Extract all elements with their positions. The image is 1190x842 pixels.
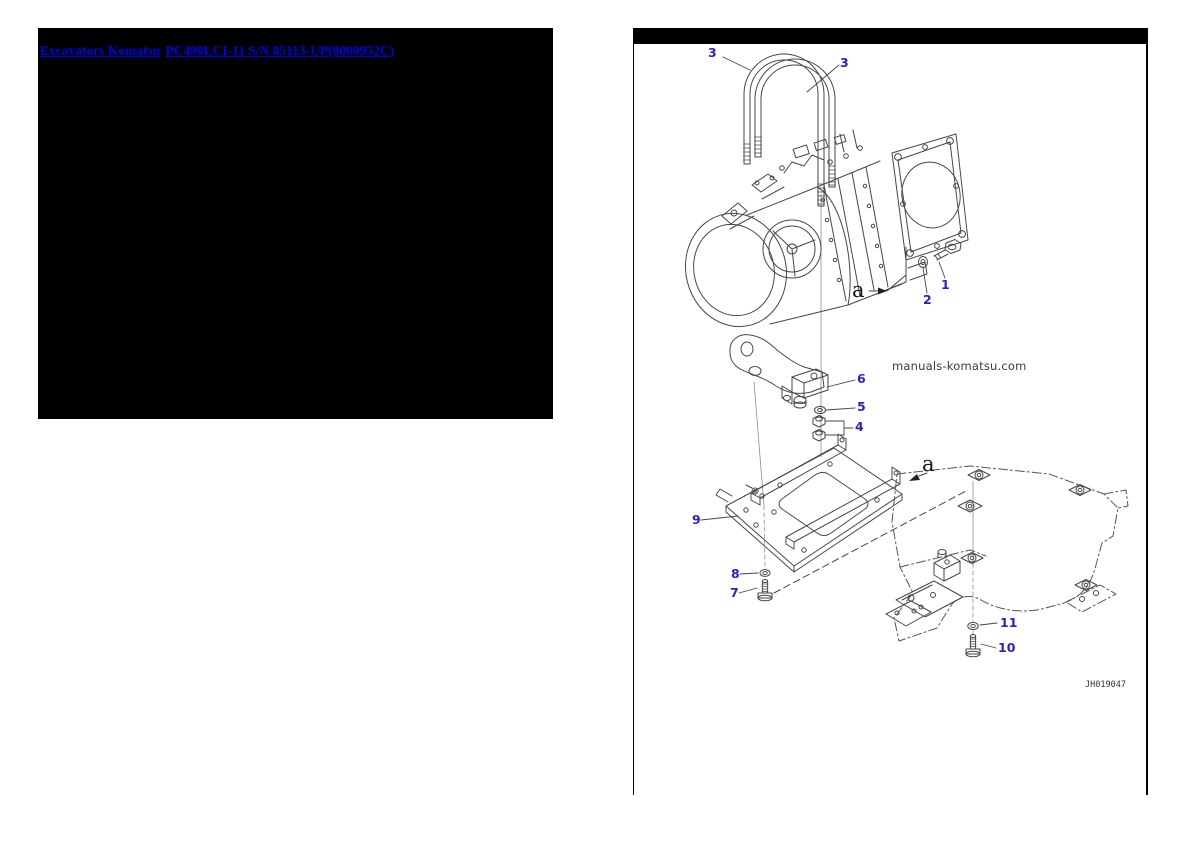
tubes-item3-drawing [744, 54, 836, 206]
washer8-bolt7-drawing [758, 570, 772, 601]
washer5-nuts4-drawing [813, 406, 826, 441]
parts-diagram [634, 44, 1146, 795]
washer11-bolt10-drawing [966, 622, 980, 656]
callout-9: 9 [692, 512, 701, 527]
callout-3: 3 [708, 45, 717, 60]
callout-8: 8 [731, 566, 740, 581]
bracket6-drawing [730, 335, 828, 408]
figure-code: JH019047 [1085, 680, 1126, 690]
callout-3: 3 [840, 55, 849, 70]
centerlines [754, 194, 973, 635]
watermark-text: manuals-komatsu.com [892, 359, 1027, 373]
callout-1: 1 [941, 277, 950, 292]
callout-6: 6 [857, 371, 866, 386]
callout-7: 7 [730, 585, 739, 600]
link-excavators-komatsu[interactable]: Excavators Komatsu [40, 43, 161, 58]
link-model-serial[interactable]: PC490LCI-11 S/N 85113-UP(0000952C) [165, 43, 395, 58]
left-page-panel [38, 28, 553, 419]
callout-10: 10 [998, 640, 1016, 655]
plate9-drawing [716, 434, 902, 572]
section-line [774, 491, 966, 593]
diagram-page-panel [633, 28, 1148, 795]
view-label-a: a [852, 278, 865, 302]
callout-2: 2 [923, 292, 932, 307]
parts-diagram-art [634, 44, 1146, 795]
page-header-bar [634, 28, 1146, 44]
view-label-a: a [922, 452, 935, 476]
callout-4: 4 [855, 419, 864, 434]
callout-5: 5 [857, 399, 866, 414]
callout-leader-lines [701, 57, 997, 648]
callout-11: 11 [1000, 615, 1018, 630]
